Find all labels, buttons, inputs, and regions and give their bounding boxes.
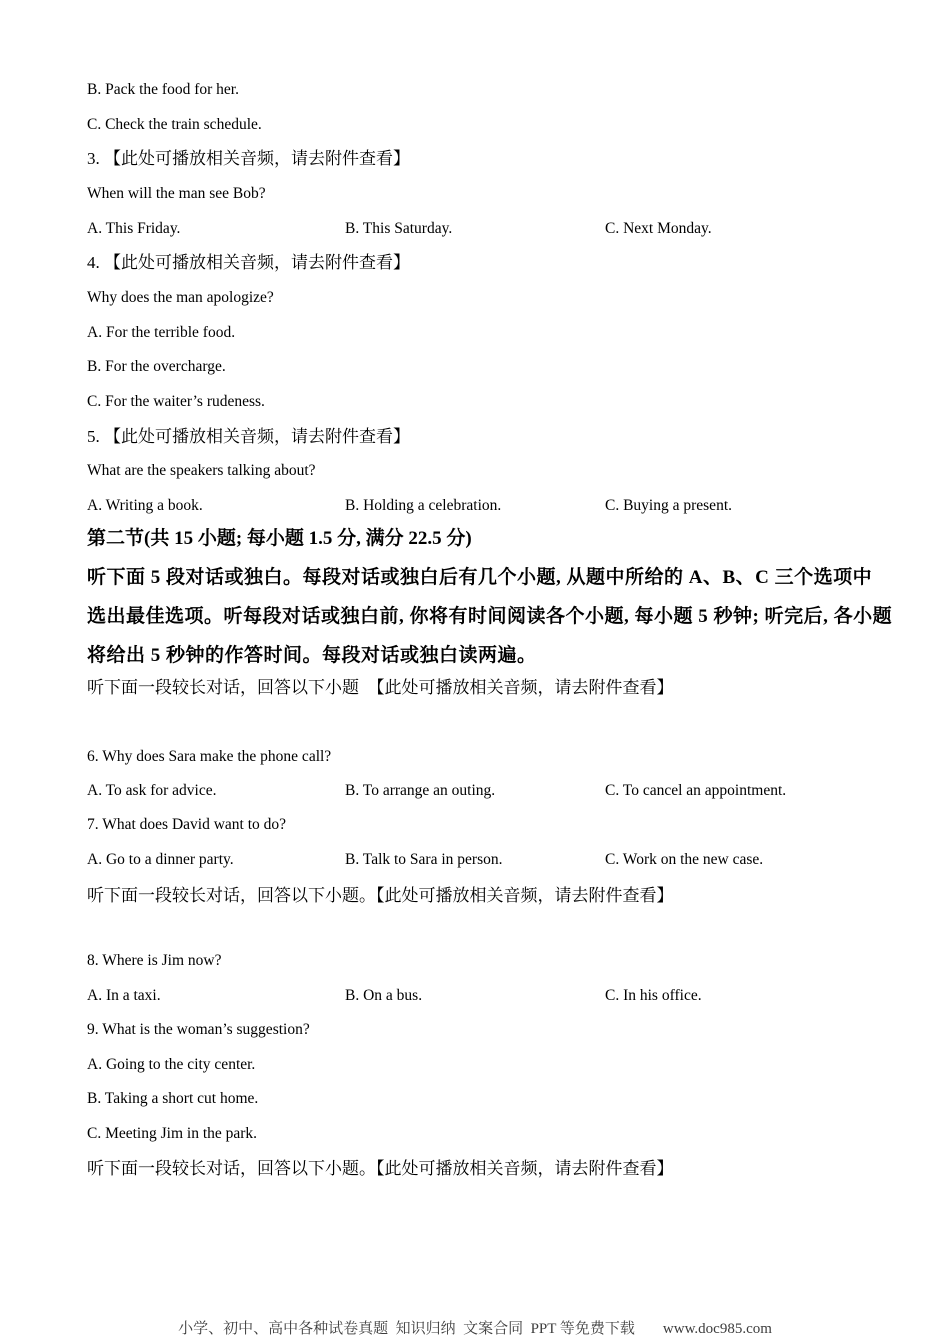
question-option: A. For the terrible food. — [87, 324, 236, 341]
question-stem: What are the speakers talking about? — [87, 462, 316, 479]
question-stem: When will the man see Bob? — [87, 185, 266, 202]
question-option: A. Going to the city center. — [87, 1056, 256, 1073]
question-stem: 9. What is the woman’s suggestion? — [87, 1021, 310, 1038]
section-instructions-line: 选出最佳选项。听每段对话或独白前, 你将有时间阅读各个小题, 每小题 5 秒钟; 听完后, 各小题 — [87, 606, 893, 627]
footer-url: www.doc985.com — [662, 1321, 772, 1337]
question-option: B. Holding a celebration. — [345, 497, 502, 514]
question-option: B. Taking a short cut home. — [87, 1090, 259, 1107]
options-row — [0, 495, 950, 517]
footer-promo-text: 小学、初中、高中各种试卷真题 知识归纳 文案合同 PPT 等免费下载 — [178, 1321, 635, 1337]
options-row — [0, 985, 950, 1007]
question-option: C. Buying a present. — [605, 497, 732, 514]
question-option: C. To cancel an appointment. — [605, 782, 787, 799]
question-option: A. This Friday. — [87, 220, 181, 237]
section-instructions-line: 将给出 5 秒钟的作答时间。每段对话或独白读两遍。 — [87, 645, 537, 666]
question-stem: 8. Where is Jim now? — [87, 952, 222, 969]
question-stem: 6. Why does Sara make the phone call? — [87, 748, 332, 765]
section-instructions-line: 听下面 5 段对话或独白。每段对话或独白后有几个小题, 从题中所给的 A、B、C 三个选项中 — [87, 567, 873, 588]
question-stem: 7. What does David want to do? — [87, 816, 287, 833]
options-row — [0, 849, 950, 871]
question-option: A. In a taxi. — [87, 987, 161, 1004]
question-option: C. In his office. — [605, 987, 702, 1004]
dialog-instruction-note: 听下面一段较长对话，回答以下小题。【此处可播放相关音频，请去附件查看】 — [87, 886, 674, 905]
options-row — [0, 218, 950, 240]
dialog-instruction-note: 听下面一段较长对话，回答以下小题 【此处可播放相关音频，请去附件查看】 — [87, 678, 674, 697]
question-stem: Why does the man apologize? — [87, 289, 274, 306]
audio-placeholder-note: 3. 【此处可播放相关音频，请去附件查看】 — [87, 149, 410, 168]
audio-placeholder-note: 4. 【此处可播放相关音频，请去附件查看】 — [87, 253, 410, 272]
section-heading: 第二节(共 15 小题; 每小题 1.5 分, 满分 22.5 分) — [87, 528, 472, 549]
question-option: C. Work on the new case. — [605, 851, 764, 868]
question-option: B. For the overcharge. — [87, 358, 226, 375]
question-option: A. Go to a dinner party. — [87, 851, 234, 868]
question-option: C. For the waiter’s rudeness. — [87, 393, 265, 410]
question-option: C. Check the train schedule. — [87, 116, 262, 133]
question-option: A. Writing a book. — [87, 497, 203, 514]
question-option: B. This Saturday. — [345, 220, 453, 237]
question-option: A. To ask for advice. — [87, 782, 217, 799]
options-row — [0, 780, 950, 802]
question-option: C. Next Monday. — [605, 220, 712, 237]
question-option: B. Pack the food for her. — [87, 81, 239, 98]
question-option: B. Talk to Sara in person. — [345, 851, 503, 868]
dialog-instruction-note: 听下面一段较长对话，回答以下小题。【此处可播放相关音频，请去附件查看】 — [87, 1159, 674, 1178]
question-option: C. Meeting Jim in the park. — [87, 1125, 258, 1142]
question-option: B. On a bus. — [345, 987, 423, 1004]
page-footer — [0, 1318, 950, 1340]
question-option: B. To arrange an outing. — [345, 782, 496, 799]
audio-placeholder-note: 5. 【此处可播放相关音频，请去附件查看】 — [87, 427, 410, 446]
